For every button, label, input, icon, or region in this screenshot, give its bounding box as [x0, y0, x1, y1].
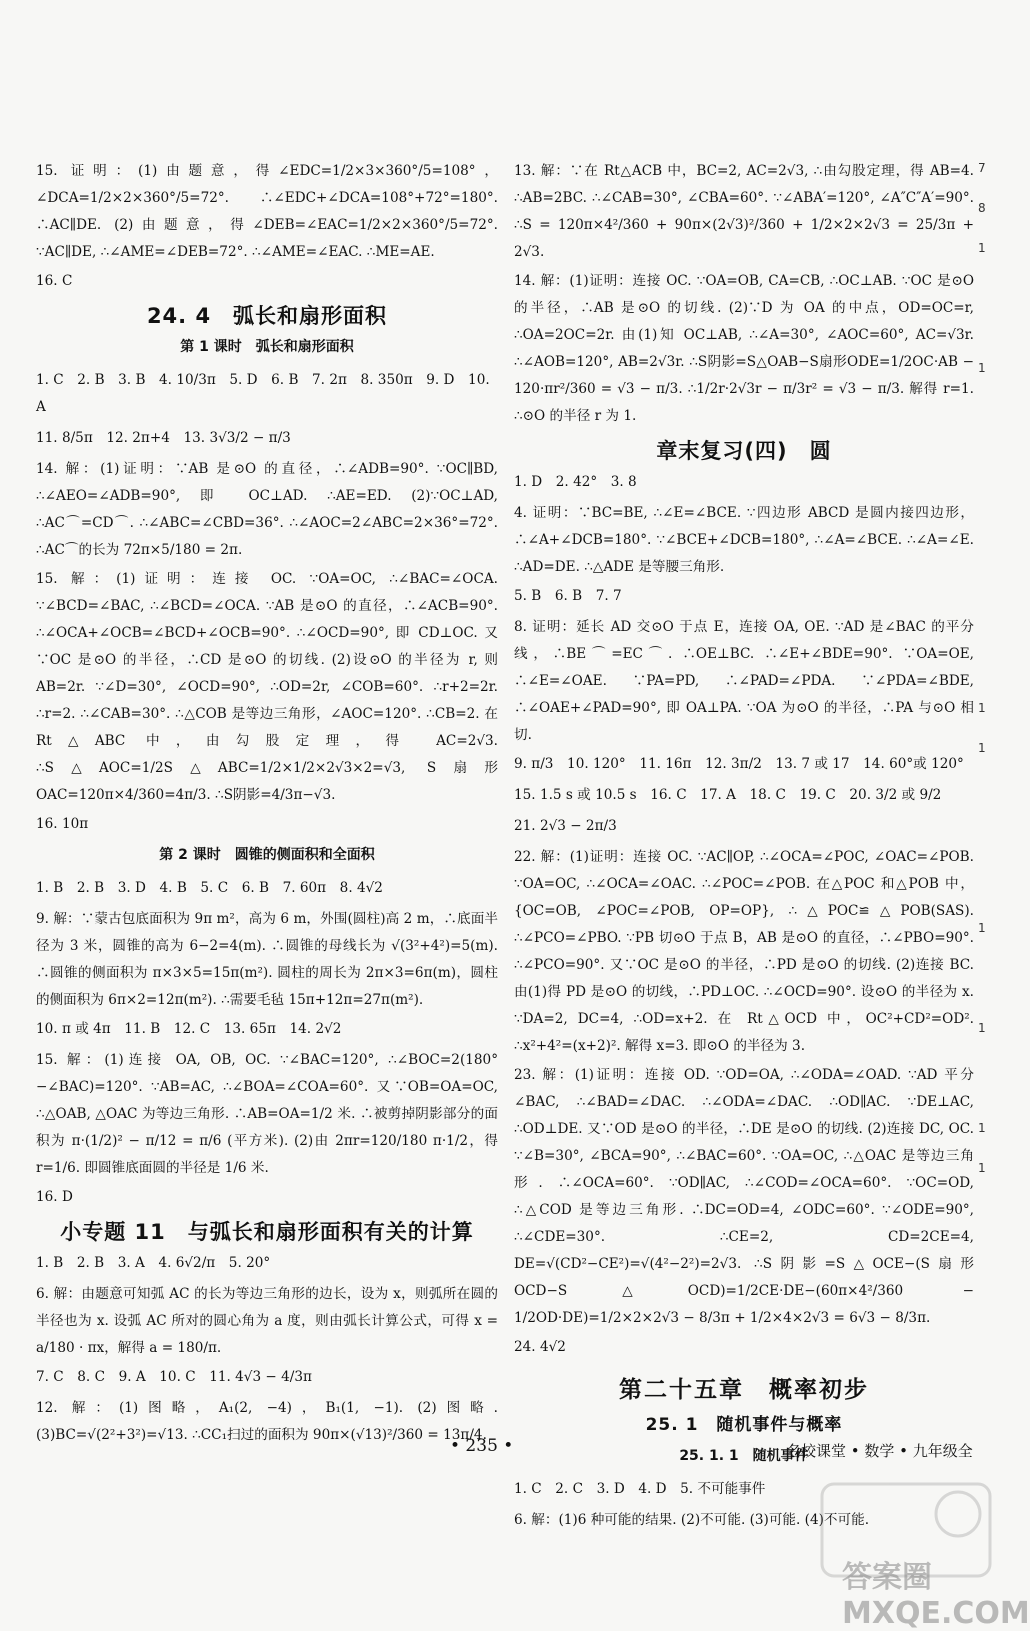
answer-q13-right: 13. 解：∵在 Rt△ACB 中，BC=2, AC=2√3, ∴由勾股定理，得 AB=4. ∴AB=2BC. ∴∠CAB=30°, ∠CBA=60°. ∵∠ABA′=120°, ∠A″C″A′=90°. ∴S = 120π×4²/360 + 90π×(2√3)²/360 + 1/2×2×2√3 = 25/3π + 2√3.: [514, 163, 974, 260]
review-answer-q22: 22. 解：(1)证明：连接 OC. ∵AC∥OP, ∴∠OCA=∠POC, ∠OAC=∠POB. ∵OA=OC, ∴∠OCA=∠OAC. ∴∠POC=∠POB. 在△POC 和△POB 中，{OC=OB, ∠POC=∠POB, OP=OP}, ∴△POC≌△POB(SAS). ∴∠PCO=∠PBO. ∵PB 切⊙O 于点 B，AB 是⊙O 的直径，∴∠PBO=90°. ∴∠PCO=90°. 又∵OC 是⊙O 的半径，∴PD 是⊙O 的切线. (2)连接 BC. 由(1)得 PD 是⊙O 的切线，∴PD⊥OC. ∴∠OCD=90°. 设⊙O 的半径为 x. ∵DA=2, DC=4, ∴OD=x+2. 在 Rt△OCD 中，OC²+CD²=OD². ∴x²+4²=(x+2)². 解得 x=3. 即⊙O 的半径为 3.: [514, 849, 974, 1054]
review-answer-q24: 24. 4√2: [514, 1339, 566, 1355]
answers-11-13: 11. 8/5π 12. 2π+4 13. 3√3/2 − π/3: [36, 430, 291, 446]
review-answer-q8: 8. 证明：延长 AD 交⊙O 于点 E，连接 OA, OE. ∵AD 是∠BAC 的平分线，∴BE⌒=EC⌒. ∴OE⊥BC. ∴∠E+∠BDE=90°. ∵OA=OE, ∴∠E=∠OAE. ∵PA=PD, ∴∠PAD=∠PDA. ∵∠PDA=∠BDE, ∴∠OAE+∠PAD=90°, 即 OA⊥PA. ∵OA 为⊙O 的半径，∴PA 与⊙O 相切.: [514, 619, 974, 743]
answer-q12-topic: 12. 解：(1)图略，A₁(2, −4)，B₁(1, −1). (2)图略. (3)BC=√(2²+3²)=√13. ∴CC₁扫过的面积为 90π×(√13)²/360 = 13π/4.: [36, 1400, 498, 1443]
answer-q15-lesson2: 15. 解：(1)连接 OA, OB, OC. ∵∠BAC=120°, ∴∠BOC=2(180°−∠BAC)=120°. ∵AB=AC, ∴∠BOA=∠COA=60°. 又∵OB=OA=OC, ∴△OAB, △OAC 为等边三角形. ∴AB=OA=1/2 米. ∴被剪掉阴影部分的面积为 π·(1/2)² − π/12 = π/6 (平方米). (2)由 2πr=120/180 π·1/2，得 r=1/6. 即圆锥底面圆的半径是 1/6 米.: [36, 1052, 498, 1176]
edge-char: 1: [978, 701, 986, 715]
section-heading-24-4: 24. 4 弧长和扇形面积: [146, 304, 388, 328]
review-answer-q4: 4. 证明：∵BC=BE, ∴∠E=∠BCE. ∵四边形 ABCD 是圆内接四边形，∴∠A+∠DCB=180°. ∵∠BCE+∠DCB=180°, ∴∠A=∠BCE. ∴∠A=∠E. ∴AD=DE. ∴△ADE 是等腰三角形.: [514, 505, 974, 575]
answer-q6-topic: 6. 解：由题意可知弧 AC 的长为等边三角形的边长，设为 x，则弧所在圆的半径也为 x. 设弧 AC 所对的圆心角为 a 度，则由弧长计算公式，可得 x = a/180 · πx，解得 a = 180/π.: [36, 1286, 498, 1356]
watermark-text: 答案圈 MXQE.COM: [842, 1560, 1030, 1631]
answers-7-11-topic: 7. C 8. C 9. A 10. C 11. 4√3 − 4/3π: [36, 1369, 312, 1385]
review-answers-5-7: 5. B 6. B 7. 7: [514, 588, 622, 604]
edge-char: 1: [978, 361, 986, 375]
answer-q14: 14. 解：(1)证明：∵AB 是⊙O 的直径，∴∠ADB=90°. ∵OC∥BD, ∴∠AEO=∠ADB=90°, 即 OC⊥AD. ∴AE=ED. (2)∵OC⊥AD, ∴AC⌒=CD⌒. ∴∠ABC=∠CBD=36°. ∴∠AOC=2∠ABC=2×36°=72°. ∴AC⌒的长为 72π×5/180 = 2π.: [36, 461, 498, 558]
answer-q15: 15. 证明：(1)由题意，得∠EDC=1/2×3×360°/5=108°，∠DCA=1/2×2×360°/5=72°. ∴∠EDC+∠DCA=108°+72°=180°. ∴AC∥DE. (2)由题意，得∠DEB=∠EAC=1/2×2×360°/5=72°. ∵AC∥DE, ∴∠AME=∠DEB=72°. ∴∠AME=∠EAC. ∴ME=AE.: [36, 163, 498, 260]
chapter-25-heading: 第二十五章 概率初步: [619, 1377, 869, 1403]
lesson-heading-1: 第 1 课时 弧长和扇形面积: [180, 339, 354, 355]
edge-char: 7: [978, 161, 986, 175]
edge-char: 1: [978, 1021, 986, 1035]
review-answer-q21: 21. 2√3 − 2π/3: [514, 818, 617, 834]
answers-1-10: 1. C 2. B 3. B 4. 10/3π 5. D 6. B 7. 2π 8. 350π 9. D 10. A: [36, 372, 490, 415]
book-footer-title: 名校课堂 • 数学 • 九年级全: [786, 1442, 973, 1460]
lesson-heading-2: 第 2 课时 圆锥的侧面积和全面积: [159, 847, 375, 863]
chapter25-answers-1-5: 1. C 2. C 3. D 4. D 5. 不可能事件: [514, 1481, 766, 1497]
review-answer-q23: 23. 解：(1)证明：连接 OD. ∵OD=OA, ∴∠ODA=∠OAD. ∵AD 平分∠BAC, ∴∠BAD=∠DAC. ∴∠ODA=∠DAC. ∴OD∥AC. ∵DE⊥AC, ∴OD⊥DE. 又∵OD 是⊙O 的半径，∴DE 是⊙O 的切线. (2)连接 DC, OC. ∵∠B=30°, ∠BCA=90°, ∴∠BAC=60°. ∵OA=OC, ∴△OAC 是等边三角形. ∴∠OCA=60°. ∵OD∥AC, ∴∠COD=∠OCA=60°. ∵OC=OD, ∴△COD 是等边三角形. ∴DC=OD=4, ∠ODC=60°. ∵∠ODE=90°, ∴∠CDE=30°. ∴CE=2, CD=2CE=4, DE=√(CD²−CE²)=√(4²−2²)=2√3. ∴S阴影=S△OCE−(S扇形OCD−S△OCD)=1/2CE·DE−(60π×4²/360 − 1/2OD·DE)=1/2×2×2√3 − 8/3π + 1/2×4×2√3 = 6√3 − 8/3π.: [514, 1067, 974, 1326]
chapter25-answer-q6: 6. 解：(1)6 种可能的结果. (2)不可能. (3)可能. (4)不可能.: [514, 1512, 870, 1528]
subsection-25-1-1-heading: 25. 1. 1 随机事件: [679, 1448, 809, 1464]
answer-q16-lesson2: 16. D: [36, 1189, 73, 1205]
answer-q15-lesson1: 15. 解：(1)证明：连接 OC. ∵OA=OC, ∴∠BAC=∠OCA. ∵∠BCD=∠BAC, ∴∠BCD=∠OCA. ∵AB 是⊙O 的直径，∴∠ACB=90°. ∴∠OCA+∠OCB=∠BCD+∠OCB=90°. ∴∠OCD=90°, 即 CD⊥OC. 又∵OC 是⊙O 的半径，∴CD 是⊙O 的切线. (2)设⊙O 的半径为 r, 则 AB=2r. ∵∠D=30°, ∠OCD=90°, ∴OD=2r, ∠COB=60°. ∴r+2=2r. ∴r=2. ∴∠CAB=30°. ∴△COB 是等边三角形，∠AOC=120°. ∴CB=2. 在 Rt△ABC 中，由勾股定理，得 AC=2√3. ∴S△AOC=1/2S△ABC=1/2×1/2×2√3×2=√3, S扇形OAC=120π×4/360=4π/3. ∴S阴影=4/3π−√3.: [36, 571, 498, 803]
edge-char: 1: [978, 741, 986, 755]
chapter-review-heading: 章末复习(四) 圆: [656, 439, 832, 463]
answers-10-14-lesson2: 10. π 或 4π 11. B 12. C 13. 65π 14. 2√2: [36, 1021, 342, 1037]
section-25-1-heading: 25. 1 随机事件与概率: [645, 1415, 843, 1435]
answer-q9-lesson2: 9. 解：∵蒙古包底面积为 9π m²，高为 6 m，外围(圆柱)高 2 m，∴底面半径为 3 米，圆锥的高为 6−2=4(m). ∴圆锥的母线长为 √(3²+4²)=5(m). ∴圆锥的侧面积为 π×3×5=15π(m²). 圆柱的周长为 2π×3=6π(m)，圆柱的侧面积为 6π×2=12π(m²). ∴需要毛毡 15π+12π=27π(m²).: [36, 911, 498, 1008]
answer-q16: 16. C: [36, 273, 73, 289]
topic-heading-11: 小专题 11 与弧长和扇形面积有关的计算: [60, 1220, 474, 1244]
review-answers-9-14: 9. π/3 10. 120° 11. 16π 12. 3π/2 13. 7 或 17 14. 60°或 120°: [514, 756, 964, 772]
adjacent-page-edge: [978, 160, 1000, 1200]
edge-char: 1: [978, 1121, 986, 1135]
answer-q16-lesson1: 16. 10π: [36, 816, 89, 832]
edge-char: 1: [978, 241, 986, 255]
edge-char: 1: [978, 921, 986, 935]
edge-char: 1: [978, 1161, 986, 1175]
answers-1-5-topic: 1. B 2. B 3. A 4. 6√2/π 5. 20°: [36, 1255, 271, 1271]
right-column: [514, 158, 974, 1538]
page-number: • 235 •: [450, 1436, 514, 1456]
left-column: [36, 158, 498, 1451]
review-answers-1-3: 1. D 2. 42° 3. 8: [514, 474, 637, 490]
answers-1-8-lesson2: 1. B 2. B 3. D 4. B 5. C 6. B 7. 60π 8. 4√2: [36, 880, 383, 896]
edge-char: 8: [978, 201, 986, 215]
review-answers-15-20: 15. 1.5 s 或 10.5 s 16. C 17. A 18. C 19. C 20. 3/2 或 9/2: [514, 787, 942, 803]
answer-q14-right: 14. 解：(1)证明：连接 OC. ∵OA=OB, CA=CB, ∴OC⊥AB. ∵OC 是⊙O 的半径，∴AB 是⊙O 的切线. (2)∵D 为 OA 的中点，OD=OC=r, ∴OA=2OC=2r. 由(1)知 OC⊥AB, ∴∠A=30°, ∠AOC=60°, AC=√3r. ∴∠AOB=120°, AB=2√3r. ∴S阴影=S△OAB−S扇形ODE=1/2OC·AB − 120·πr²/360 = √3 − π/3. ∴1/2r·2√3r − π/3r² = √3 − π/3. 解得 r=1. ∴⊙O 的半径 r 为 1.: [514, 273, 974, 424]
